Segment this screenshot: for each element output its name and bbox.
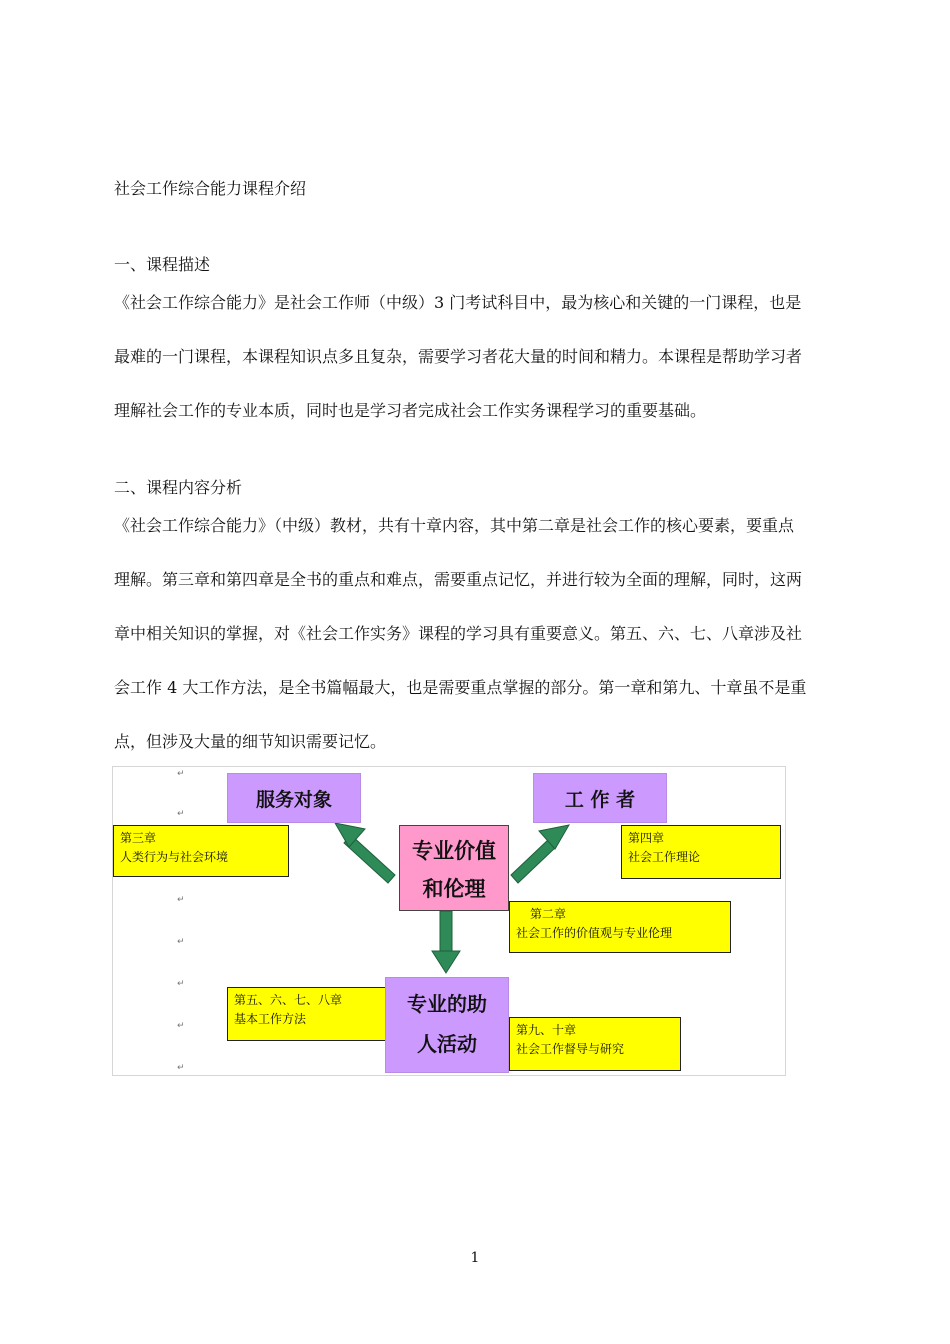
arrow-to-service-target-icon <box>335 823 395 883</box>
chapter4-subtitle: 社会工作理论 <box>628 850 701 864</box>
worker-label: 工 作 者 <box>564 788 636 811</box>
chapters9-10-box <box>509 1017 681 1071</box>
chapter3-subtitle: 人类行为与社会环境 <box>120 850 229 864</box>
chapter2-box <box>509 901 731 953</box>
professional-values-ethics-box <box>399 825 509 911</box>
paragraph-line: 《社会工作综合能力》（中级）教材，共有十章内容，其中第二章是社会工作的核心要素，要重点 <box>114 516 795 535</box>
paragraph-mark-icon: ↵ <box>177 769 185 779</box>
paragraph-content-analysis <box>114 515 839 785</box>
chapter4-box <box>621 825 781 879</box>
paragraph-line: 最难的一门课程，本课程知识点多且复杂，需要学习者花大量的时间和精力。本课程是帮助学习者 <box>114 347 803 366</box>
worker-box <box>533 773 667 823</box>
paragraph-mark-icon: ↵ <box>177 1063 185 1073</box>
arrow-to-helping-activities-icon <box>432 911 460 973</box>
paragraph-mark-icon: ↵ <box>177 979 185 989</box>
section-heading-description: 一、课程描述 <box>114 255 211 274</box>
paragraph-line: 理解社会工作的专业本质，同时也是学习者完成社会工作实务课程学习的重要基础。 <box>114 401 707 420</box>
document-title: 社会工作综合能力课程介绍 <box>114 179 307 198</box>
chapters5-8-title: 第五、六、七、八章 <box>234 993 343 1007</box>
chapters9-10-title: 第九、十章 <box>516 1023 577 1037</box>
chapter3-title: 第三章 <box>120 831 157 845</box>
professional-helping-activities-box <box>385 977 509 1073</box>
paragraph-line: 点，但涉及大量的细节知识需要记忆。 <box>114 732 387 751</box>
chapter2-subtitle: 社会工作的价值观与专业伦理 <box>516 926 673 940</box>
paragraph-line: 章中相关知识的掌握，对《社会工作实务》课程的学习具有重要意义。第五、六、七、八章涉及社 <box>114 624 803 643</box>
helping-line-2: 人活动 <box>417 1032 477 1056</box>
paragraph-mark-icon: ↵ <box>177 895 185 905</box>
chapter2-title: 第二章 <box>530 907 567 921</box>
paragraph-line: 会工作 4 大工作方法，是全书篇幅最大，也是需要重点掌握的部分。第一章和第九、十章虽不是重 <box>114 678 807 697</box>
paragraph-line: 《社会工作综合能力》是社会工作师（中级）3 门考试科目中，最为核心和关键的一门课程，也是 <box>114 293 802 312</box>
service-target-box <box>227 773 361 823</box>
page-number: 1 <box>470 1250 480 1266</box>
helping-line-1: 专业的助 <box>407 992 487 1016</box>
section-heading-content-analysis: 二、课程内容分析 <box>114 478 243 497</box>
course-structure-diagram <box>112 766 786 1076</box>
chapter3-box <box>113 825 289 877</box>
chapters5-8-subtitle: 基本工作方法 <box>234 1012 307 1026</box>
chapter4-title: 第四章 <box>628 831 665 845</box>
paragraph-mark-icon: ↵ <box>177 937 185 947</box>
paragraph-description <box>114 292 839 454</box>
service-target-label: 服务对象 <box>255 788 332 811</box>
center-line-2: 和伦理 <box>422 877 486 901</box>
paragraph-line: 理解。第三章和第四章是全书的重点和难点，需要重点记忆，并进行较为全面的理解，同时，这两 <box>114 570 803 589</box>
chapters5-8-box <box>227 987 387 1041</box>
center-line-1: 专业价值 <box>412 839 496 863</box>
paragraph-mark-icon: ↵ <box>177 1021 185 1031</box>
arrow-to-worker-icon <box>511 825 569 883</box>
chapters9-10-subtitle: 社会工作督导与研究 <box>516 1042 625 1056</box>
paragraph-mark-icon: ↵ <box>177 809 185 819</box>
